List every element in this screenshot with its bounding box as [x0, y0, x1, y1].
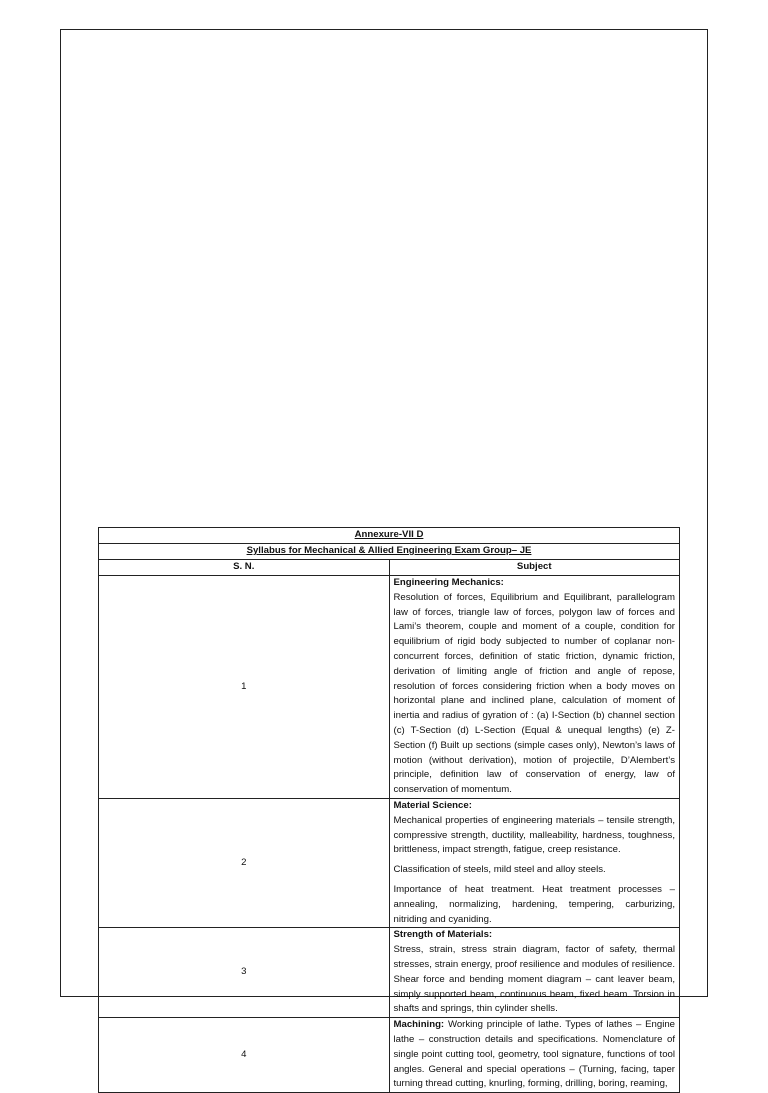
topic-text: Working principle of lathe. Types of lathes – Engine lathe – construction details and specifications. Nomenclature of single point cutting tool, geometry, tool signature, functions of tool angles. General and special operations – (Turning, facing, taper turning thread cutting, knurling, forming, drilling, boring, reaming,: [393, 1019, 675, 1090]
table-row: [99, 798, 680, 927]
topic-heading: Engineering Mechanics:: [393, 577, 504, 588]
table-row: [99, 576, 680, 799]
table-row: [99, 1018, 680, 1093]
topic-paragraph: Mechanical properties of engineering materials – tensile strength, compressive strength, ductility, malleability, hardness, toughness, brittleness, impact strength, fatigue, creep resistance.: [393, 814, 675, 856]
topic-heading: Strength of Materials:: [393, 929, 493, 941]
row-number: 4: [99, 1018, 390, 1093]
subject-column-header: Subject: [389, 560, 680, 576]
row-number: 3: [99, 928, 390, 1018]
topic-heading: Machining:: [393, 1019, 445, 1031]
annexure-title: Annexure-VII D: [99, 528, 680, 544]
topic-paragraph: Importance of heat treatment. Heat treatment processes – annealing, normalizing, hardening, tempering, carburizing, nitriding and cyaniding.: [393, 883, 675, 925]
topic-paragraph: [394, 1018, 676, 1092]
topic-paragraph: Resolution of forces, Equilibrium and Equilibrant, parallelogram law of forces, triangle law of forces, polygon law of forces and Lami’s theorem, couple and moment of a couple, condition for equilibrium of rigid body subjected to number of coplanar non-concurrent forces, definition of static friction, dynamic friction, derivation of limiting angle of friction and angle of repose, resolution of forces considering friction when a body moves on horizontal plane and inclined plane, calculation of moment of inertia and radius of gyration of : (a) I-Section (b) channel section (c) T-Section (d) L-Section (Equal & unequal lengths) (e) Z-Section (f) Built up sections (simple cases only), Newton’s laws of motion (without derivation), motion of projectile, D’Alembert’s principle, definition law of conservation of energy, law of conservation of momentum.: [393, 591, 675, 796]
subject-cell: [389, 798, 680, 927]
subject-cell: [389, 928, 680, 1018]
subject-cell: [389, 1018, 680, 1093]
row-number: 2: [99, 798, 390, 927]
table-header-row: [99, 560, 680, 576]
syllabus-table: [98, 527, 680, 1093]
table-row: [99, 928, 680, 1018]
topic-heading: Material Science:: [393, 799, 472, 811]
row-number: 1: [99, 576, 390, 799]
topic-paragraph: Stress, strain, stress strain diagram, factor of safety, thermal stresses, strain energy, proof resilience and modules of resilience. Shear force and bending moment diagram – cant leaver beam, simply supported beam, continuous beam, fixed beam. Torsion in shafts and springs, thin cylinder shells.: [393, 944, 675, 1015]
sn-column-header: S. N.: [99, 560, 390, 576]
subject-cell: [389, 576, 680, 799]
topic-paragraph: Classification of steels, mild steel and alloy steels.: [393, 864, 606, 876]
syllabus-title: Syllabus for Mechanical & Allied Engineering Exam Group– JE: [99, 544, 680, 560]
